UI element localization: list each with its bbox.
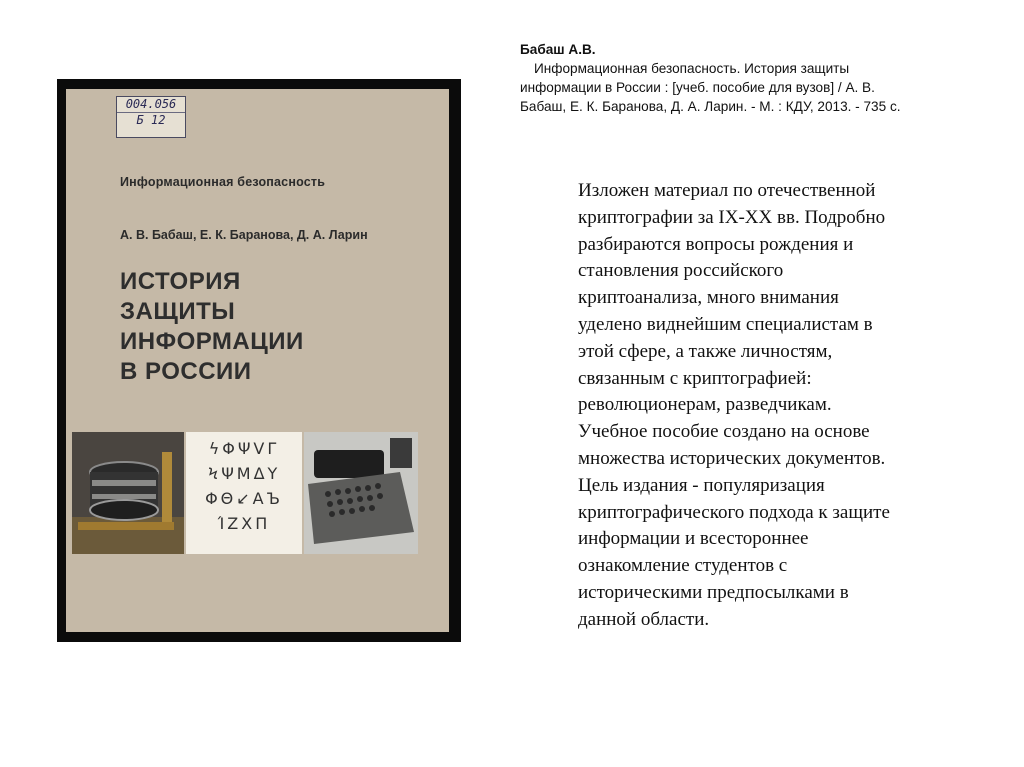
description-line: уделено виднейшим специалистам в	[578, 313, 873, 335]
citation-line-3: Бабаш, Е. К. Баранова, Д. А. Ларин. - М. : КДУ, 2013. - 735 с.	[520, 99, 901, 114]
description-line: Учебное пособие создано на основе	[578, 421, 870, 443]
cover-authors: А. В. Бабаш, Е. К. Баранова, Д. А. Ларин	[120, 228, 368, 242]
glyph-row: ΦΘ↙ΑЪ	[205, 489, 283, 508]
description-line: Изложен материал по отечественной	[578, 180, 876, 201]
citation-author: Бабаш А.В.	[520, 42, 596, 57]
glyph-row: ϞΨΜΔΥ	[207, 464, 281, 483]
description-line: ознакомление студентов с	[578, 555, 788, 577]
bibliographic-citation	[520, 40, 990, 116]
stamp-classification: 004.056	[117, 97, 185, 113]
cover-title-line: ЗАЩИТЫ	[120, 298, 236, 325]
glyph-row: ϟΦΨVΓ	[208, 439, 280, 458]
cover-title	[120, 267, 420, 387]
description-line: разбираются вопросы рождения и	[578, 233, 854, 255]
cipher-machine-photo	[304, 432, 418, 554]
description-line: становления российского	[578, 260, 784, 282]
description-line: криптоанализа, много внимания	[578, 287, 839, 309]
cover-series: Информационная безопасность	[120, 175, 326, 189]
description-line: криптографии за IX-XX вв. Подробно	[578, 206, 886, 228]
library-stamp	[116, 96, 186, 138]
description-line: Цель издания - популяризация	[578, 474, 825, 496]
description-line: данной области.	[578, 608, 710, 630]
description-line: информации и всестороннее	[578, 528, 809, 550]
description-line: историческими предпосылками в	[578, 581, 849, 603]
cover-title-line: ИНФОРМАЦИИ	[120, 328, 304, 355]
stamp-code: Б 12	[136, 113, 166, 127]
cipher-device-photo	[72, 432, 184, 554]
book-cover	[66, 89, 449, 632]
description-line: этой сфере, а также личностям,	[578, 340, 833, 362]
citation-line-1: Информационная безопасность. История защиты	[534, 61, 850, 76]
cover-title-line: В РОССИИ	[120, 358, 252, 385]
description-line: криптографического подхода к защите	[578, 501, 890, 523]
book-description	[578, 178, 973, 634]
description-line: революционерам, разведчикам.	[578, 394, 832, 416]
citation-line-2: информации в России : [учеб. пособие для вузов] / А. В.	[520, 80, 875, 95]
description-line: множества исторических документов.	[578, 447, 886, 469]
glyph-row: ΊΖΧΠ	[217, 514, 271, 533]
cipher-alphabet-photo	[186, 432, 302, 554]
description-line: связанным с криптографией:	[578, 367, 812, 389]
cover-title-line: ИСТОРИЯ	[120, 268, 241, 295]
cover-photo-strip	[72, 432, 416, 554]
